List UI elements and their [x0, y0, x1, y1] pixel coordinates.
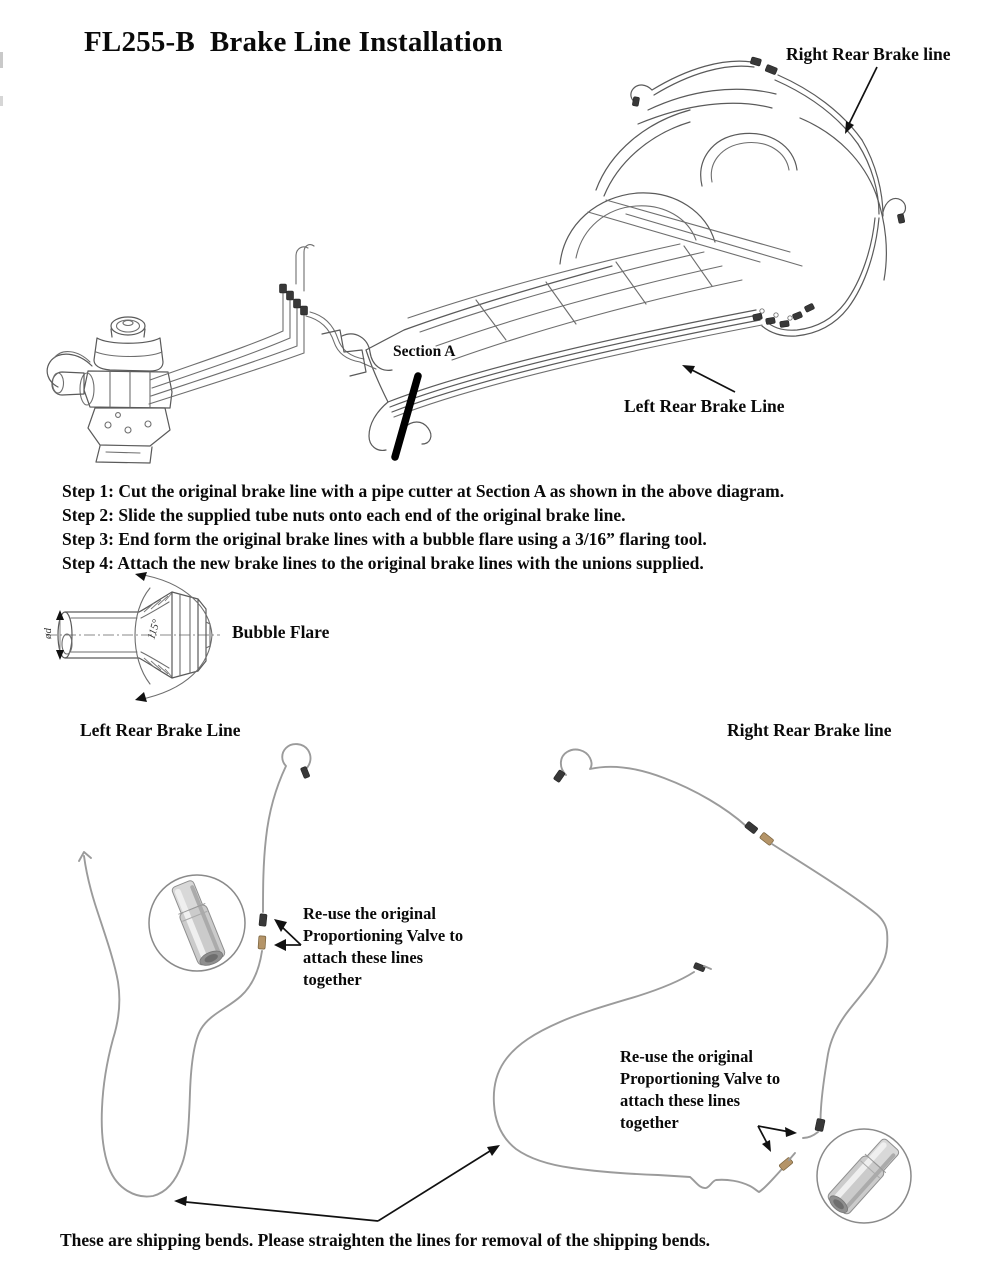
label-left-rear-lower: Left Rear Brake Line [80, 720, 241, 740]
installation-steps [62, 479, 784, 575]
flare-angle-label: 115° [145, 618, 163, 641]
replacement-lines-diagram [0, 740, 989, 1240]
left-rear-arrow [682, 365, 735, 392]
step-3: Step 3: End form the original brake lines with a bubble flare using a 3/16” flaring tool. [62, 529, 707, 549]
union-inset-right [817, 1129, 911, 1223]
diameter-label: ød [42, 628, 54, 639]
label-section-a: Section A [393, 343, 456, 360]
step-2: Step 2: Slide the supplied tube nuts onto each end of the original brake line. [62, 505, 626, 525]
rear-brake-tubes [631, 57, 906, 336]
scan-artifact [0, 96, 3, 106]
label-right-rear-top: Right Rear Brake line [786, 44, 951, 64]
label-right-rear-lower: Right Rear Brake line [727, 720, 892, 740]
label-bubble-flare: Bubble Flare [232, 622, 330, 642]
master-cylinder-art [47, 245, 392, 463]
shipping-bends-note: These are shipping bends. Please straighten the lines for removal of the shipping bends. [60, 1230, 711, 1250]
page-title: FL255-B Brake Line Installation [84, 26, 503, 58]
label-left-rear-top: Left Rear Brake Line [624, 396, 785, 416]
scan-artifact [0, 52, 3, 68]
step-4: Step 4: Attach the new brake lines to the original brake lines with the unions supplied. [62, 553, 704, 573]
shipping-bend-arrows [174, 1145, 500, 1221]
step-1: Step 1: Cut the original brake line with a pipe cutter at Section A as shown in the above diagram. [62, 481, 785, 501]
section-a-cut-mark [395, 376, 418, 457]
left-note-arrows [274, 919, 301, 951]
right-rear-arrow [845, 67, 877, 134]
bubble-flare-art [42, 572, 220, 702]
underbody-diagram [0, 0, 989, 470]
reuse-note-right: Re-use the original Proportioning Valve to attach these lines together [620, 1047, 781, 1132]
union-inset-left [149, 875, 245, 971]
reuse-note-left: Re-use the original Proportioning Valve to attach these lines together [303, 904, 464, 989]
